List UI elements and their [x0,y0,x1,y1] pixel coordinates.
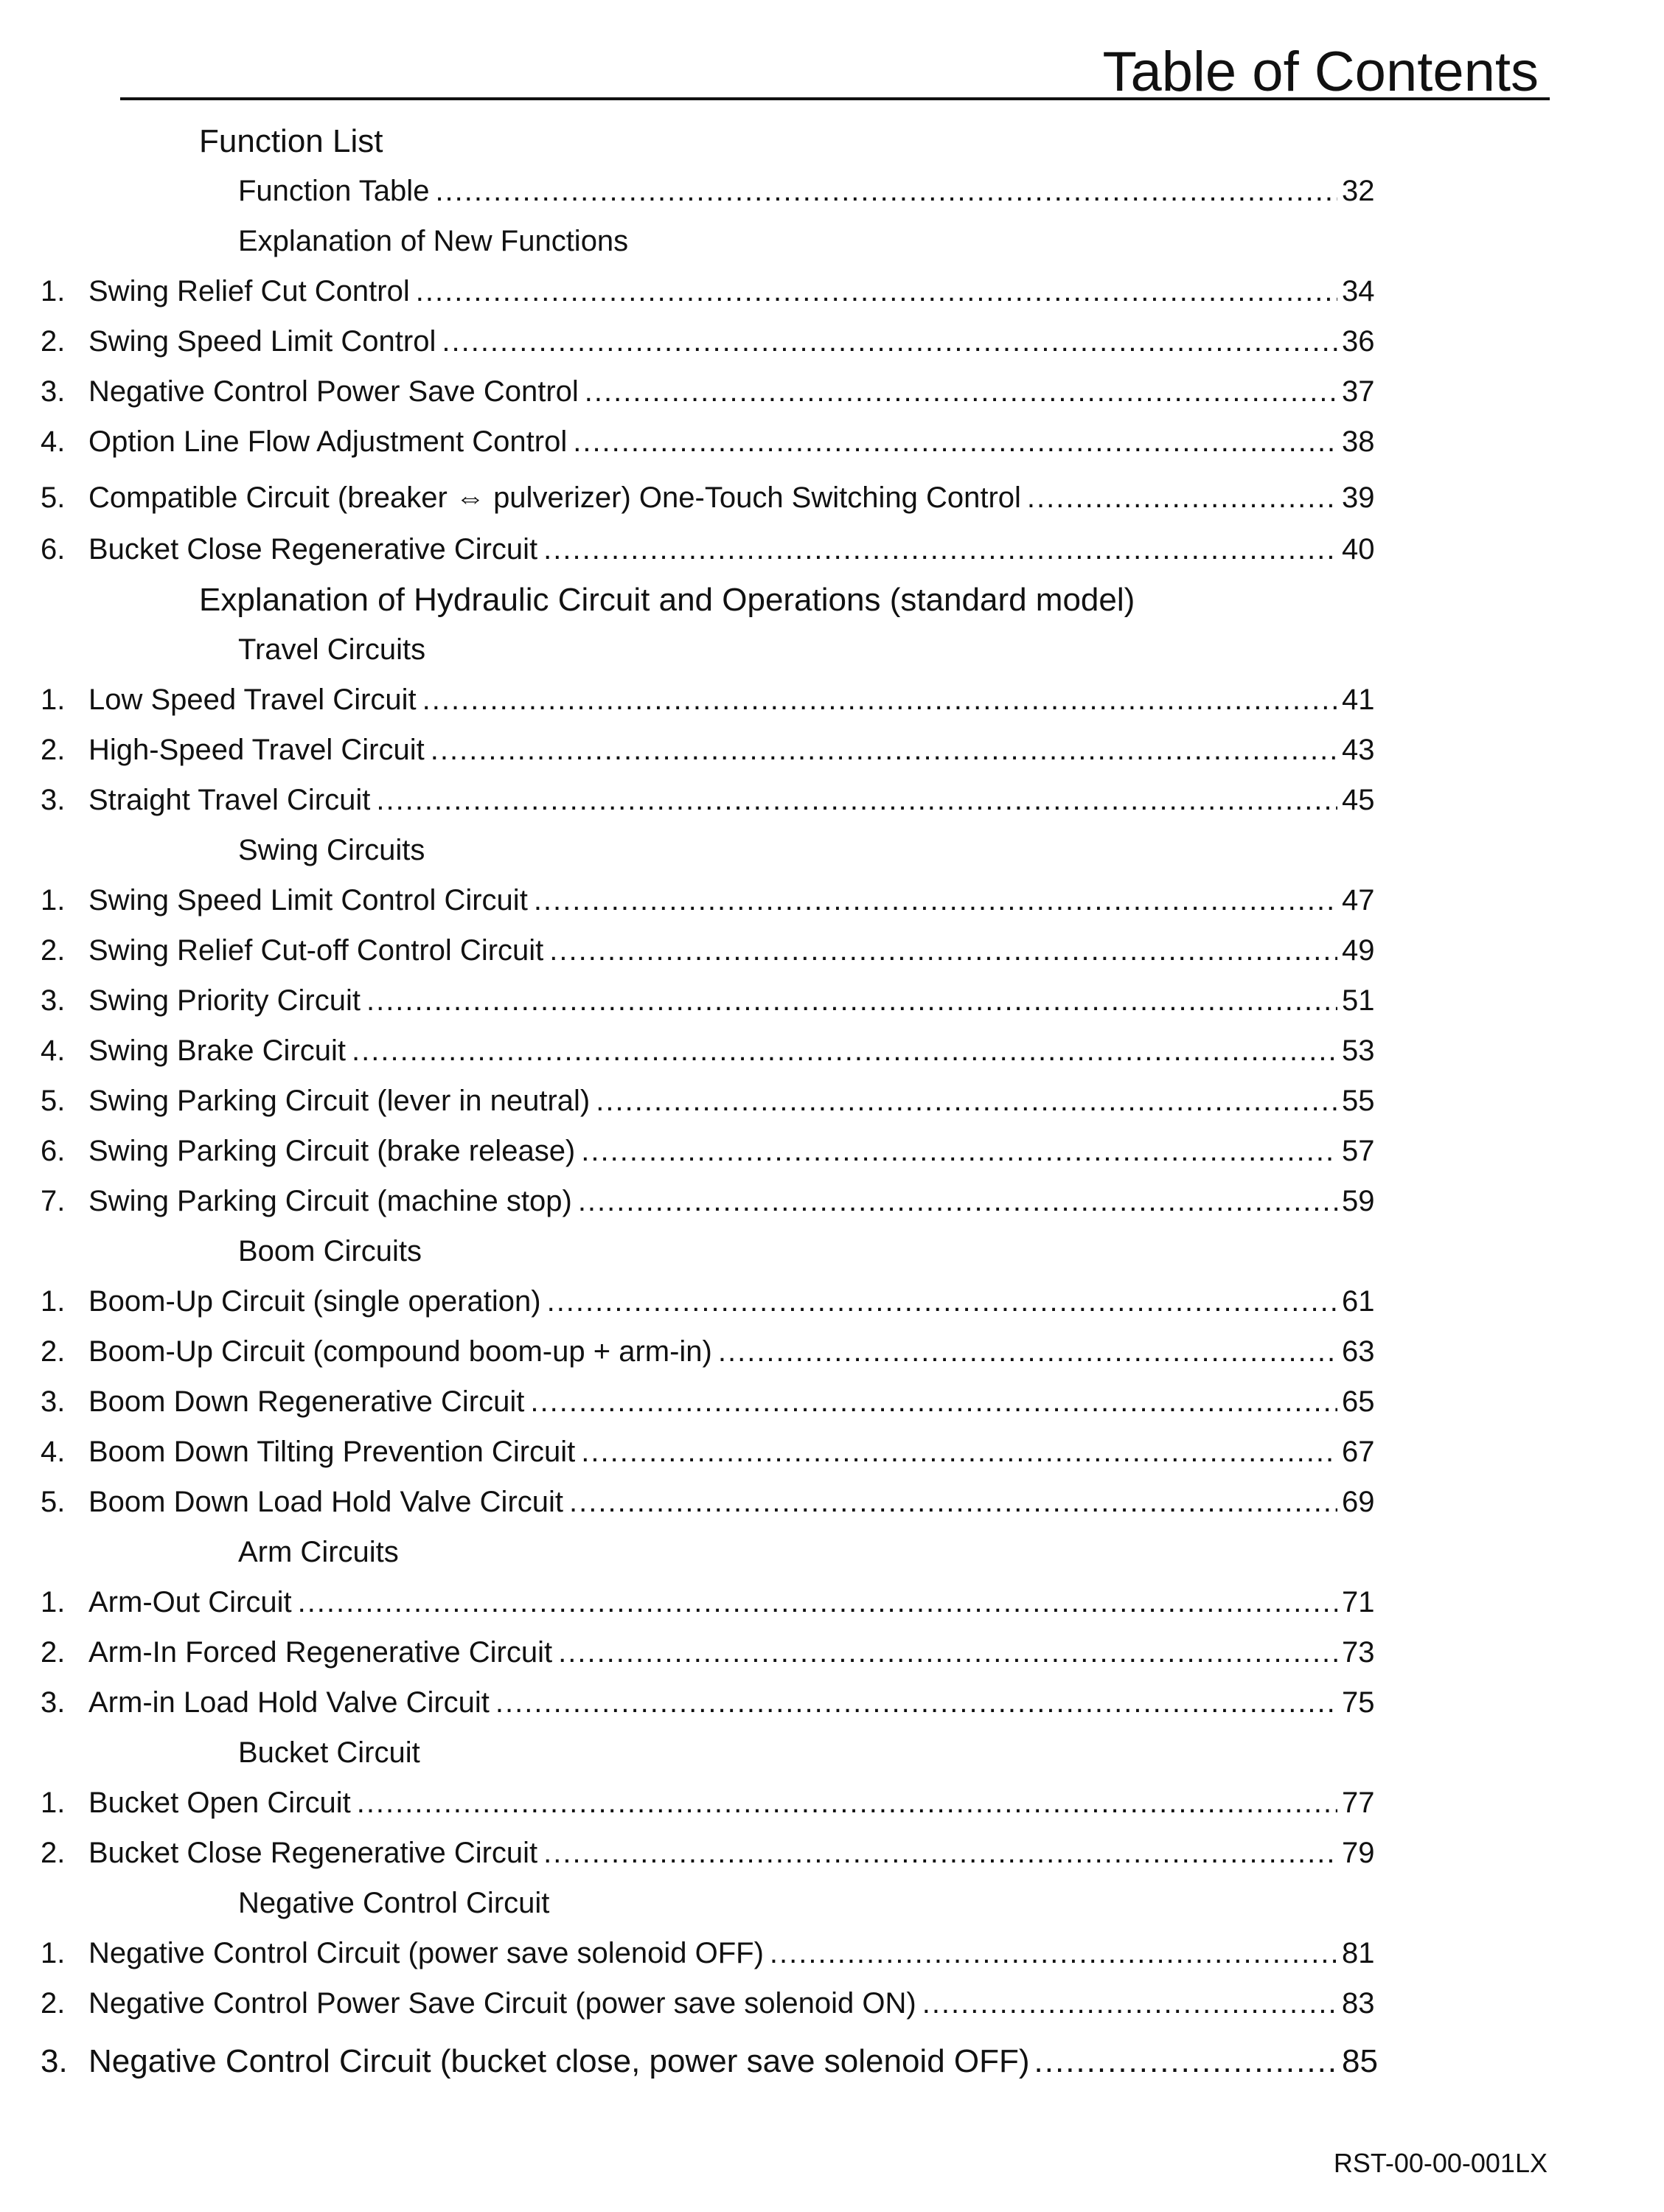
toc-entry[interactable] [0,1927,1664,1977]
page-number: 32 [1342,175,1375,207]
toc-entry[interactable] [0,465,1664,523]
entry-number: 2. [41,325,66,358]
entry-label: Swing Speed Limit Control Circuit [88,884,528,917]
subsection-link[interactable] [0,164,1664,215]
subsection-heading [0,1877,1664,1927]
entry-number: 4. [41,425,66,458]
entry-number: 3. [41,375,66,408]
dot-leader [578,1185,1337,1218]
entry-number: 3. [41,2043,68,2079]
page-number: 67 [1342,1436,1375,1468]
entry-number: 6. [41,1135,66,1167]
entry-number: 1. [41,1285,66,1318]
page-number: 63 [1342,1335,1375,1368]
entry-label: Negative Control Power Save Circuit (power save solenoid ON) [88,1987,916,2020]
page-number: 53 [1342,1034,1375,1067]
entry-label: Compatible Circuit (breaker ⇔ pulverizer) One-Touch Switching Control [88,481,1021,514]
entry-label: Bucket Close Regenerative Circuit [88,533,538,566]
toc-entry[interactable] [0,1375,1664,1425]
entry-label: Boom-Up Circuit (single operation) [88,1285,541,1318]
subsection-heading [0,1526,1664,1576]
entry-label: Swing Relief Cut-off Control Circuit [88,934,544,967]
toc-entry[interactable] [0,1124,1664,1175]
toc-entry[interactable] [0,2027,1664,2084]
entry-label: Negative Control Circuit (power save solenoid OFF) [88,1937,764,1969]
dot-leader [547,1285,1337,1318]
page-title: Table of Contents [1102,41,1539,103]
toc-entry[interactable] [0,723,1664,773]
entry-label: Arm-In Forced Regenerative Circuit [88,1636,553,1669]
page-number: 34 [1342,275,1375,307]
entry-number: 2. [41,1636,66,1669]
toc-entry[interactable] [0,1977,1664,2027]
subsection-heading [0,623,1664,673]
page-number: 39 [1342,481,1375,514]
page-number: 55 [1342,1085,1375,1117]
toc-entry[interactable] [0,1325,1664,1375]
entry-label: Swing Priority Circuit [88,984,361,1017]
page-number: 79 [1342,1837,1375,1869]
entry-number: 1. [41,1787,66,1819]
dot-leader [549,934,1337,967]
page-number: 43 [1342,734,1375,766]
toc-entry[interactable] [0,1175,1664,1225]
entry-label: Boom-Up Circuit (compound boom-up + arm-in) [88,1335,712,1368]
document-code: RST-00-00-001LX [1333,2148,1548,2178]
page-number: 69 [1342,1486,1375,1518]
section-title: Function List [199,123,383,159]
page-number: 59 [1342,1185,1375,1217]
entry-number: 1. [41,1937,66,1969]
page-number: 38 [1342,425,1375,458]
toc-entry[interactable] [0,773,1664,824]
dot-leader [435,175,1337,208]
dot-leader [422,684,1337,717]
page-number: 77 [1342,1787,1375,1819]
toc-entry[interactable] [0,523,1664,573]
entry-label: Function Table [238,175,430,207]
dot-leader [569,1486,1337,1519]
subsection-heading [0,1225,1664,1275]
entry-number: 2. [41,1987,66,2020]
page-number: 47 [1342,884,1375,917]
page-number: 37 [1342,375,1375,408]
dot-leader [1027,481,1337,515]
dot-leader [543,533,1337,566]
entry-label: Boom Down Tilting Prevention Circuit [88,1436,576,1468]
page-number: 57 [1342,1135,1375,1167]
page-number: 65 [1342,1385,1375,1418]
entry-label: Swing Parking Circuit (machine stop) [88,1185,572,1217]
entry-label: Arm-Out Circuit [88,1586,292,1618]
entry-label: Bucket Open Circuit [88,1787,351,1819]
page-number: 45 [1342,784,1375,816]
page-number: 36 [1342,325,1375,358]
toc-entry[interactable] [0,924,1664,974]
toc-entry[interactable] [0,1074,1664,1124]
entry-label: Arm-in Load Hold Valve Circuit [88,1686,490,1719]
subsection-title: Boom Circuits [238,1235,422,1267]
entry-number: 1. [41,1586,66,1618]
page-number: 51 [1342,984,1375,1017]
entry-label: High-Speed Travel Circuit [88,734,425,766]
toc-entry[interactable] [0,365,1664,415]
page-number: 75 [1342,1686,1375,1719]
dot-leader [534,884,1337,917]
entry-label: Swing Parking Circuit (brake release) [88,1135,576,1167]
section-heading [0,114,1664,164]
toc-entry[interactable] [0,1425,1664,1475]
entry-label: Negative Control Power Save Control [88,375,579,408]
section-heading [0,573,1664,623]
entry-number: 2. [41,1335,66,1368]
dot-leader [543,1837,1337,1870]
entry-number: 5. [41,481,66,514]
entry-number: 1. [41,275,66,307]
entry-label: Bucket Close Regenerative Circuit [88,1837,538,1869]
page-number: 49 [1342,934,1375,967]
subsection-title: Arm Circuits [238,1536,399,1568]
toc-entry[interactable] [0,974,1664,1024]
page-number: 73 [1342,1636,1375,1669]
page-number: 85 [1342,2043,1378,2079]
subsection-title: Swing Circuits [238,834,425,866]
page-number: 81 [1342,1937,1375,1969]
dot-leader [366,984,1337,1018]
entry-number: 6. [41,533,66,566]
entry-number: 5. [41,1486,66,1518]
entry-number: 3. [41,1385,66,1418]
entry-number: 1. [41,684,66,716]
toc-entry[interactable] [0,1826,1664,1877]
toc-entry[interactable] [0,1024,1664,1074]
section-title: Explanation of Hydraulic Circuit and Operations (standard model) [199,582,1135,618]
page-number: 41 [1342,684,1375,716]
subsection-heading [0,824,1664,874]
toc-entry[interactable] [0,1776,1664,1826]
entry-label: Swing Parking Circuit (lever in neutral) [88,1085,591,1117]
entry-label: Boom Down Load Hold Valve Circuit [88,1486,564,1518]
dot-leader [922,1987,1337,2020]
entry-number: 2. [41,734,66,766]
entry-number: 2. [41,1837,66,1869]
entry-number: 3. [41,984,66,1017]
page-number: 61 [1342,1285,1375,1318]
entry-label: Straight Travel Circuit [88,784,371,816]
dot-leader [1034,2043,1337,2080]
dot-leader [530,1385,1337,1419]
toc-entry[interactable] [0,1275,1664,1325]
entry-label: Swing Relief Cut Control [88,275,410,307]
toc-entry[interactable] [0,673,1664,723]
subsection-heading [0,215,1664,265]
dot-leader [357,1787,1337,1820]
entry-label: Negative Control Circuit (bucket close, power save solenoid OFF) [88,2043,1030,2079]
toc-entry[interactable] [0,1676,1664,1726]
table-of-contents [0,114,1664,2084]
toc-entry[interactable] [0,1576,1664,1626]
dot-leader [298,1586,1337,1619]
entry-label: Swing Brake Circuit [88,1034,347,1067]
entry-number: 7. [41,1185,66,1217]
title-rule [120,97,1550,100]
dot-leader [376,784,1337,817]
toc-entry[interactable] [0,315,1664,365]
entry-number: 4. [41,1436,66,1468]
dot-leader [581,1436,1337,1469]
page-number: 71 [1342,1586,1375,1618]
entry-number: 3. [41,1686,66,1719]
entry-label: Swing Speed Limit Control [88,325,436,358]
dot-leader [431,734,1337,767]
entry-number: 2. [41,934,66,967]
subsection-title: Explanation of New Functions [238,225,629,257]
toc-entry[interactable] [0,1626,1664,1676]
dot-leader [573,425,1337,459]
dot-leader [495,1686,1337,1719]
page-number: 40 [1342,533,1375,566]
dot-leader [558,1636,1337,1669]
dot-leader [442,325,1337,358]
dot-leader [718,1335,1337,1368]
entry-number: 1. [41,884,66,917]
dot-leader [585,375,1337,408]
dot-leader [352,1034,1337,1068]
toc-entry[interactable] [0,265,1664,315]
page-number: 83 [1342,1987,1375,2020]
entry-number: 5. [41,1085,66,1117]
dot-leader [581,1135,1337,1168]
entry-number: 3. [41,784,66,816]
subsection-heading [0,1726,1664,1776]
toc-entry[interactable] [0,415,1664,465]
entry-number: 4. [41,1034,66,1067]
entry-label: Boom Down Regenerative Circuit [88,1385,525,1418]
subsection-title: Bucket Circuit [238,1736,420,1769]
dot-leader [596,1085,1337,1118]
dot-leader [416,275,1337,308]
entry-label: Low Speed Travel Circuit [88,684,417,716]
subsection-title: Travel Circuits [238,633,426,666]
toc-entry[interactable] [0,1475,1664,1526]
dot-leader [770,1937,1337,1970]
subsection-title: Negative Control Circuit [238,1887,550,1919]
toc-entry[interactable] [0,874,1664,924]
entry-label: Option Line Flow Adjustment Control [88,425,568,458]
